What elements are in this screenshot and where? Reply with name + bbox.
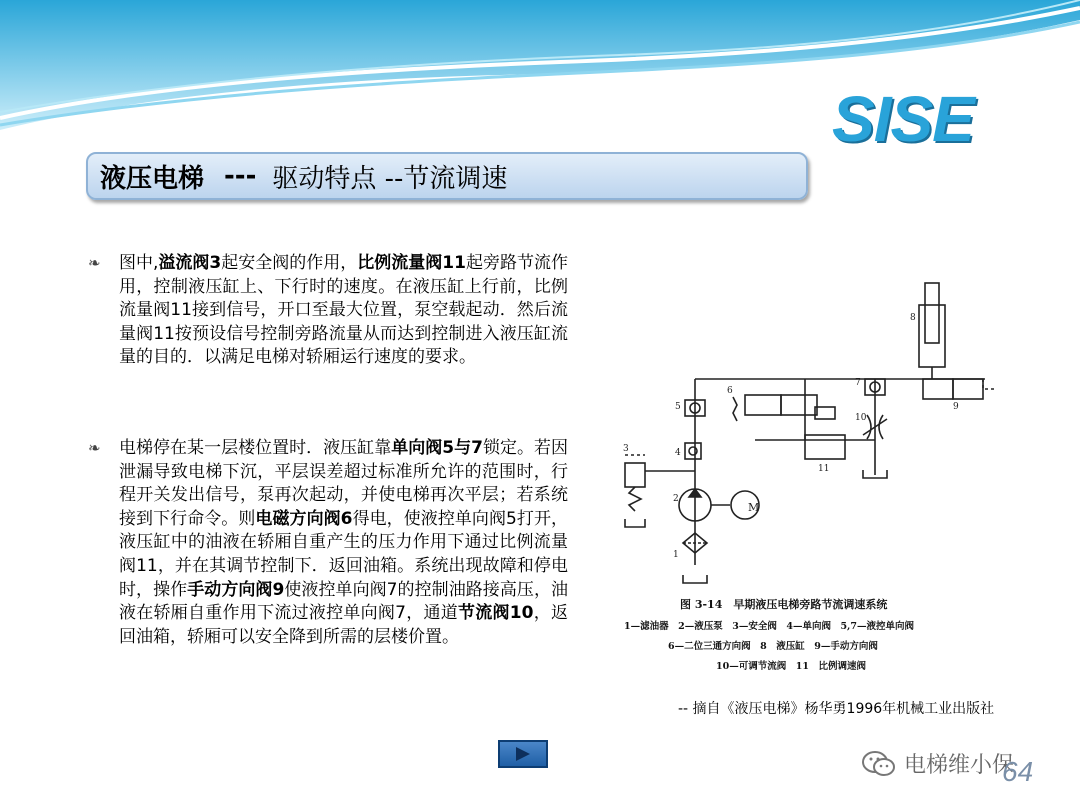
figure-caption: 图 3-14 早期液压电梯旁路节流调速系统 [680, 598, 888, 611]
svg-text:1: 1 [673, 550, 679, 560]
title-dash: --- [224, 161, 257, 191]
motor-label: M [748, 501, 760, 514]
page-number: 64 [1002, 756, 1034, 787]
sise-logo: SISE [832, 83, 974, 155]
wechat-icon [862, 750, 896, 778]
svg-text:10: 10 [855, 413, 867, 423]
next-slide-button[interactable] [498, 740, 548, 768]
svg-text:11: 11 [818, 464, 830, 474]
source-citation: -- 摘自《液压电梯》杨华勇1996年机械工业出版社 [678, 701, 995, 717]
svg-text:4: 4 [675, 448, 681, 458]
title-sub: 驱动特点 --节流调速 [272, 163, 508, 194]
svg-text:3: 3 [623, 444, 629, 454]
svg-text:8: 8 [910, 313, 916, 323]
watermark-text: 电梯维小保 [904, 753, 1015, 778]
bullet-paragraph-1 [88, 252, 568, 370]
hydraulic-circuit-diagram [605, 275, 1025, 675]
figure-legend-3: 10—可调节流阀 11 比例调速阀 [716, 661, 866, 672]
play-arrow-icon [516, 747, 530, 761]
svg-text:6: 6 [727, 386, 733, 396]
slide-title [86, 152, 808, 200]
svg-text:7: 7 [855, 378, 861, 388]
bullet-icon: ❧ [88, 439, 101, 457]
bullet-icon: ❧ [88, 254, 101, 272]
svg-text:5: 5 [675, 402, 681, 412]
bullet-paragraph-2 [88, 437, 568, 649]
svg-text:9: 9 [953, 402, 959, 412]
title-main: 液压电梯 [100, 163, 205, 194]
paragraph-text: 图中,溢流阀3起安全阀的作用，比例流量阀11起旁路节流作用，控制液压缸上、下行时的速度。在液压缸上行前，比例流量阀11接到信号，开口至最大位置，泵空载起动．然后流量阀11按预设信号控制旁路流量从而达到控制进入液压缸流量的目的．以满足电梯对轿厢运行速度的要求。 [119, 253, 569, 368]
svg-text:2: 2 [673, 494, 679, 504]
watermark [862, 748, 1014, 779]
figure-legend-1: 1—滤油器 2—液压泵 3—安全阀 4—单向阀 5,7—液控单向阀 [624, 621, 914, 632]
paragraph-text: 电梯停在某一层楼位置时．液压缸靠单向阀5与7锁定。若因泄漏导致电梯下沉，平层误差超过标准所允许的范围时，行程开关发出信号，泵再次起动，并使电梯再次平层；若系统接到下行命令。则电磁方向阀6得电，使液控单向阀5打开，液压缸中的油液在轿厢自重产生的压力作用下通过比例流量阀11，并在其调节控制下．返回油箱。系统出现故障和停电时，操作手动方向阀9使液控单向阀7的控制油路接高压，油液在轿厢自重作用下流过液控单向阀7，通道节流阀10，返回油箱，轿厢可以安全降到所需的层楼价置。 [119, 438, 569, 647]
figure-legend-2: 6—二位三通方向阀 8 液压缸 9—手动方向阀 [668, 641, 878, 652]
